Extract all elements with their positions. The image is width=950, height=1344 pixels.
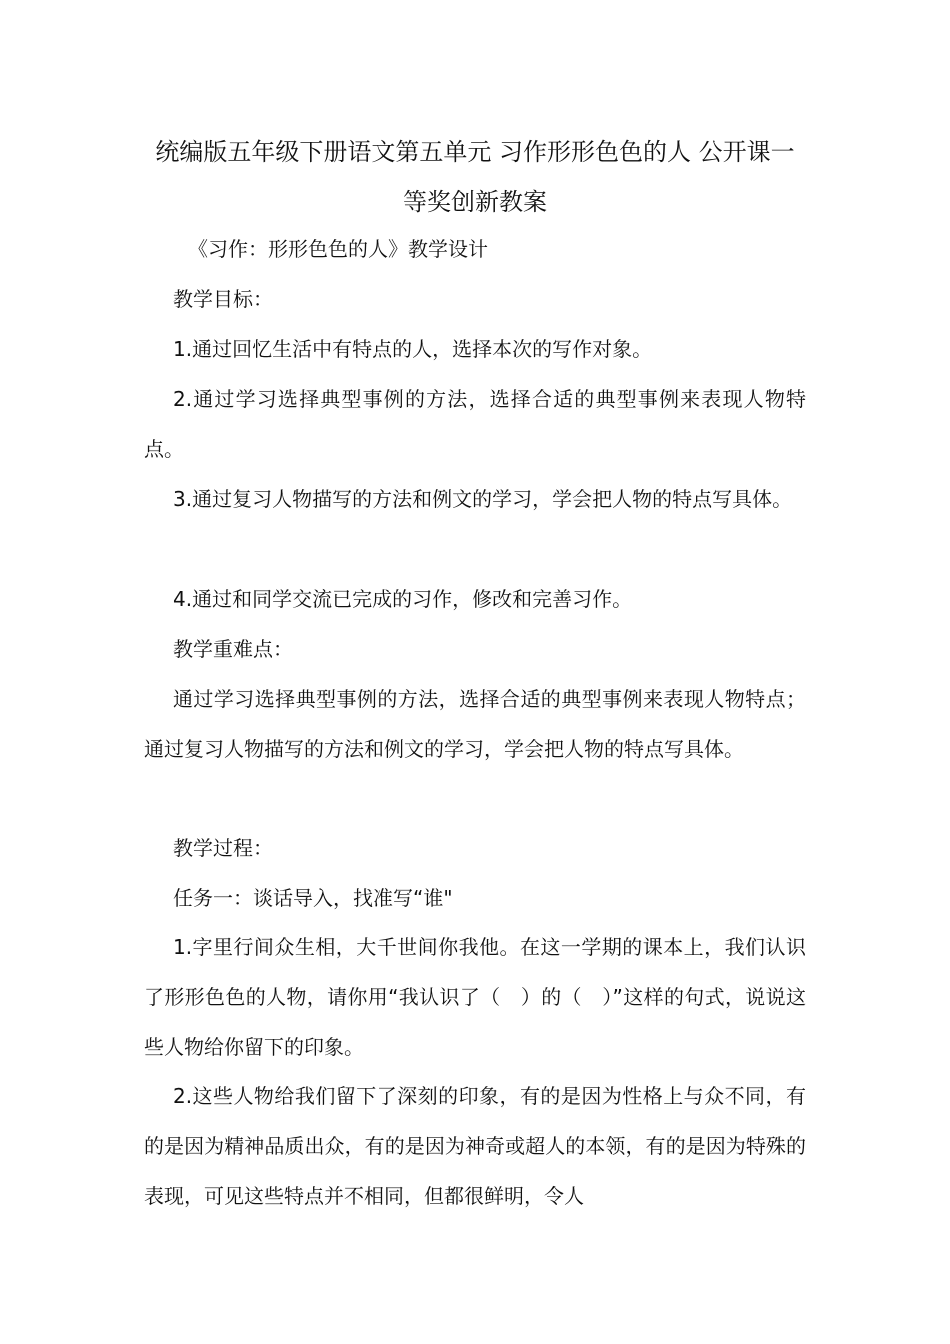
document-title: 统编版五年级下册语文第五单元 习作形形色色的人 公开课一等奖创新教案 — [155, 138, 795, 216]
key-points-heading: 教学重难点： — [173, 637, 293, 661]
key-points-text: 通过学习选择典型事例的方法，选择合适的典型事例来表现人物特点；通过复习人物描写的方法和例文的学习，学会把人物的特点写具体。 — [144, 687, 806, 761]
objective-item: 1.通过回忆生活中有特点的人，选择本次的写作对象。 — [173, 337, 653, 361]
process-heading: 教学过程： — [173, 836, 273, 860]
objectives-heading: 教学目标： — [173, 287, 273, 311]
objective-item: 4.通过和同学交流已完成的习作，修改和完善习作。 — [173, 587, 633, 611]
task1-item: 1.字里行间众生相，大千世间你我他。在这一学期的课本上，我们认识了形形色色的人物，请你用“我认识了（ ）的（ ）”这样的句式，说说这些人物给你留下的印象。 — [144, 935, 806, 1059]
task1-heading: 任务一：谈话导入，找准写“谁" — [173, 886, 453, 910]
objective-item: 2.通过学习选择典型事例的方法，选择合适的典型事例来表现人物特点。 — [144, 387, 806, 461]
task1-item: 2.这些人物给我们留下了深刻的印象，有的是因为性格上与众不同，有的是因为精神品质出众，有的是因为神奇或超人的本领，有的是因为特殊的表现，可见这些特点并不相同，但都很鲜明，令人 — [144, 1084, 806, 1208]
objective-item: 3.通过复习人物描写的方法和例文的学习，学会把人物的特点写具体。 — [173, 487, 793, 511]
document-subtitle: 《习作：形形色色的人》教学设计 — [188, 237, 488, 261]
